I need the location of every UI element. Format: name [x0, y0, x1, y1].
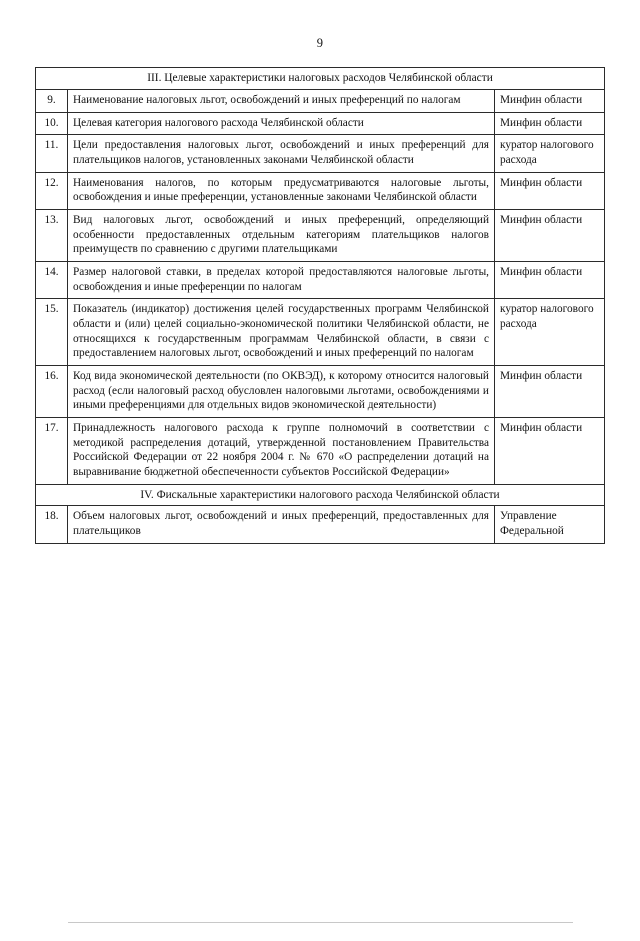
table-row	[36, 89, 605, 112]
table-row	[36, 172, 605, 209]
row-number: 16.	[36, 365, 68, 417]
row-description: Цели предоставления налоговых льгот, освобождений и иных преференций для плательщиков налогов, установленных законами Челябинской области	[68, 135, 495, 172]
row-number: 11.	[36, 135, 68, 172]
row-source: Минфин области	[494, 112, 604, 135]
section-heading-row-iii	[36, 68, 605, 90]
table-row	[36, 299, 605, 366]
row-description: Код вида экономической деятельности (по ОКВЭД), к которому относится налоговый расход (если налоговый расход обусловлен налоговыми льготами, освобождениями и иными преференциями для отдельных видов экономической деятельности)	[68, 365, 495, 417]
row-description: Наименование налоговых льгот, освобождений и иных преференций по налогам	[68, 89, 495, 112]
row-number: 9.	[36, 89, 68, 112]
row-description: Вид налоговых льгот, освобождений и иных преференций, определяющий особенности предоставленных отдельным категориям плательщиков налогов преимуществ по сравнению с другими плательщиками	[68, 209, 495, 261]
section-heading-iv: IV. Фискальные характеристики налогового расхода Челябинской области	[36, 484, 605, 506]
row-source: Минфин области	[494, 261, 604, 298]
table-row	[36, 506, 605, 543]
row-source: куратор налогового расхода	[494, 135, 604, 172]
section-heading-row-iv	[36, 484, 605, 506]
row-number: 14.	[36, 261, 68, 298]
row-source: Минфин области	[494, 365, 604, 417]
row-number: 15.	[36, 299, 68, 366]
section-heading-iii: III. Целевые характеристики налоговых расходов Челябинской области	[36, 68, 605, 90]
row-description: Объем налоговых льгот, освобождений и иных преференций, предоставленных для плательщиков	[68, 506, 495, 543]
row-number: 12.	[36, 172, 68, 209]
row-description: Целевая категория налогового расхода Челябинской области	[68, 112, 495, 135]
table-row	[36, 112, 605, 135]
row-source: Минфин области	[494, 209, 604, 261]
table-row	[36, 261, 605, 298]
row-source: куратор налогового расхода	[494, 299, 604, 366]
row-source: Управление Федеральной	[494, 506, 604, 543]
row-number: 10.	[36, 112, 68, 135]
row-number: 13.	[36, 209, 68, 261]
table-body	[36, 68, 605, 544]
row-number: 17.	[36, 417, 68, 484]
table-row	[36, 417, 605, 484]
tax-expenditure-table	[35, 67, 605, 544]
row-description: Наименования налогов, по которым предусматриваются налоговые льготы, освобождения и иные преференции, установленные законами Челябинской области	[68, 172, 495, 209]
page-bottom-rule	[68, 922, 573, 923]
row-source: Минфин области	[494, 89, 604, 112]
row-source: Минфин области	[494, 417, 604, 484]
row-description: Принадлежность налогового расхода к группе полномочий в соответствии с методикой распределения дотаций, утвержденной постановлением Правительства Российской Федерации от 22 ноября 2004 г. № 670 «О распределении дотаций на выравнивание бюджетной обеспеченности субъектов Российской Федерации»	[68, 417, 495, 484]
document-page	[0, 36, 640, 941]
table-row	[36, 365, 605, 417]
page-number: 9	[316, 36, 324, 50]
row-source: Минфин области	[494, 172, 604, 209]
table-row	[36, 209, 605, 261]
row-description: Размер налоговой ставки, в пределах которой предоставляются налоговые льготы, освобождения и иные преференции по налогам	[68, 261, 495, 298]
row-description: Показатель (индикатор) достижения целей государственных программ Челябинской области и (или) целей социально-экономической политики Челябинской области, не относящихся к государственным программам Челябинской области, в связи с предоставлением налоговых льгот, освобождений и иных преференций по налогам	[68, 299, 495, 366]
row-number: 18.	[36, 506, 68, 543]
table-row	[36, 135, 605, 172]
